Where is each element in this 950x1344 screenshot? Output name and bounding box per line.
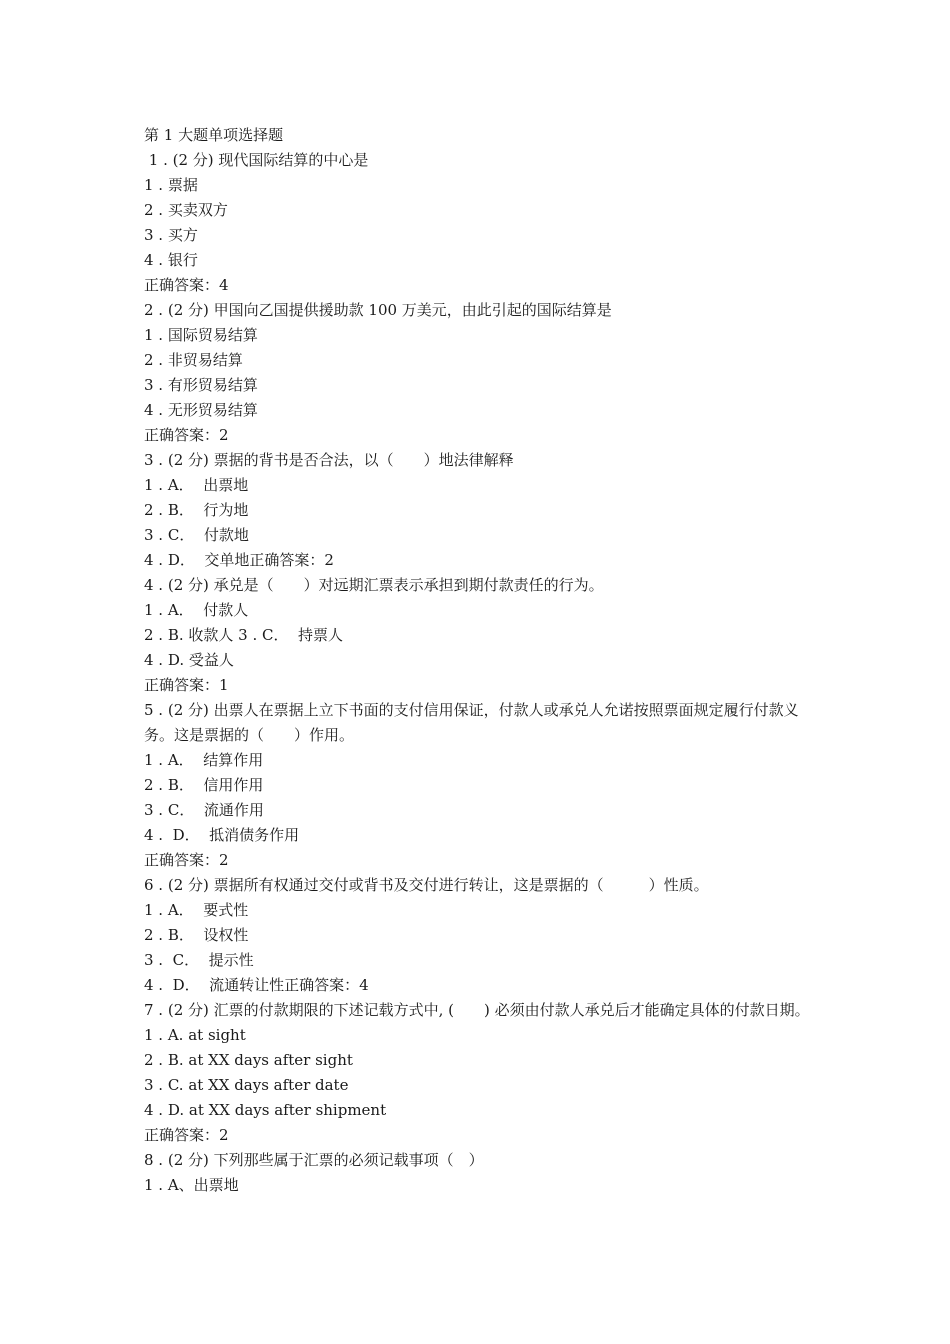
text-line: 1 . A． 要式性 (144, 901, 249, 919)
text-line: 1 . 票据 (144, 176, 198, 194)
text-line: 8 . (2 分) 下列那些属于汇票的必须记载事项（ ） (144, 1151, 484, 1169)
text-line: 3 . C． 提示性 (144, 951, 254, 969)
text-line: 4 . (2 分) 承兑是（ ）对远期汇票表示承担到期付款责任的行为。 (144, 576, 604, 594)
text-line: 1 . A． 付款人 (144, 601, 249, 619)
text-line: 5 . (2 分) 出票人在票据上立下书面的支付信用保证，付款人或承兑人允诺按照票面规定履行付款义务。这是票据的（ ）作用。 (144, 701, 799, 744)
document-body (144, 123, 812, 1198)
text-line: 2 . (2 分) 甲国向乙国提供援助款 100 万美元，由此引起的国际结算是 (144, 301, 612, 319)
text-line: 1 . A． 出票地 (144, 476, 249, 494)
text-line: 2 . B． 行为地 (144, 501, 249, 519)
text-line: 第 1 大题单项选择题 (144, 126, 284, 144)
text-line: 4 . D. 受益人 (144, 651, 234, 669)
text-line: 4 . D． 交单地正确答案：2 (144, 551, 334, 569)
text-line: 2 . B. 收款人 3 . C． 持票人 (144, 626, 344, 644)
text-line: 3 . C. at XX days after date (144, 1076, 349, 1094)
text-line: 3 . (2 分) 票据的背书是否合法，以（ ）地法律解释 (144, 451, 514, 469)
text-line: 正确答案：2 (144, 426, 229, 444)
text-line: 1 . (2 分) 现代国际结算的中心是 (144, 151, 369, 169)
text-line: 正确答案：2 (144, 1126, 229, 1144)
text-line: 1 . 国际贸易结算 (144, 326, 258, 344)
text-line: 2 . 非贸易结算 (144, 351, 243, 369)
text-line: 1 . A、出票地 (144, 1176, 239, 1194)
text-line: 2 . B． 设权性 (144, 926, 249, 944)
text-line: 2 . 买卖双方 (144, 201, 228, 219)
text-line: 1 . A. at sight (144, 1026, 246, 1044)
text-line: 4 . D． 流通转让性正确答案：4 (144, 976, 369, 994)
text-line: 4 . 无形贸易结算 (144, 401, 258, 419)
text-line: 4 . D. at XX days after shipment (144, 1101, 387, 1119)
text-line: 4 . D． 抵消债务作用 (144, 826, 300, 844)
text-line: 7 . (2 分) 汇票的付款期限的下述记载方式中, ( ) 必须由付款人承兑后才能确定具体的付款日期。 (144, 1001, 810, 1019)
text-line: 3 . C． 流通作用 (144, 801, 264, 819)
text-line: 正确答案：4 (144, 276, 229, 294)
text-line: 3 . 有形贸易结算 (144, 376, 258, 394)
text-line: 正确答案：1 (144, 676, 229, 694)
text-line: 2 . B. at XX days after sight (144, 1051, 353, 1069)
text-line: 1 . A． 结算作用 (144, 751, 264, 769)
text-line: 3 . 买方 (144, 226, 198, 244)
text-line: 3 . C． 付款地 (144, 526, 249, 544)
text-line: 6 . (2 分) 票据所有权通过交付或背书及交付进行转让，这是票据的（ ）性质。 (144, 876, 709, 894)
text-line: 4 . 银行 (144, 251, 198, 269)
text-line: 正确答案：2 (144, 851, 229, 869)
text-line: 2 . B． 信用作用 (144, 776, 264, 794)
